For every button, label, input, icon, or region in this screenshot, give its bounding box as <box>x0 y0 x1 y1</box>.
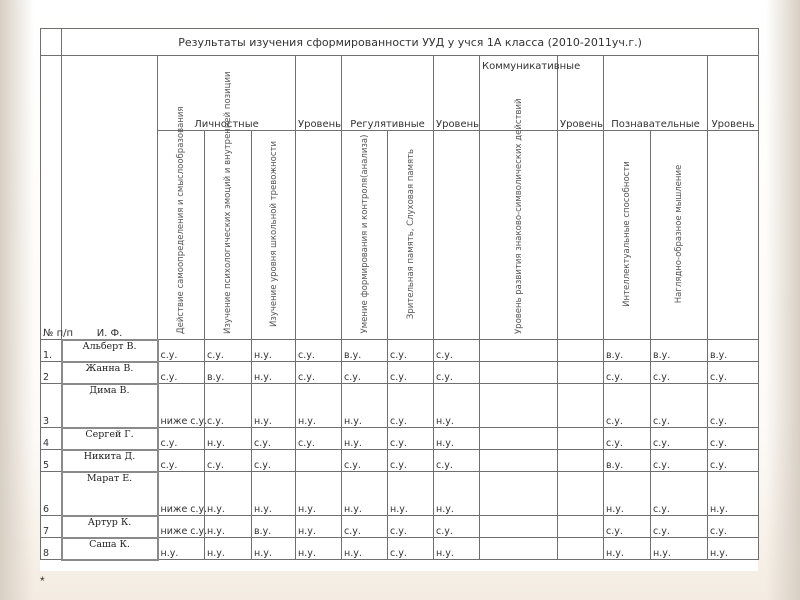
student-name: Альберт В. <box>62 340 158 362</box>
score-cell-k2: в.у. <box>651 340 708 362</box>
score-cell-k2: с.у. <box>651 516 708 538</box>
subheader-communicative-1: Уровень развития знаково-символических действий <box>480 131 558 340</box>
score-cell-rl: н.у. <box>434 472 480 516</box>
score-cell-cl <box>558 538 604 560</box>
score-cell-pl: с.у. <box>296 340 342 362</box>
score-cell-pl: с.у. <box>296 362 342 384</box>
score-cell-r1: с.у. <box>342 450 388 472</box>
score-cell-rl: н.у. <box>434 428 480 450</box>
level-header-communicative: Уровень <box>558 56 604 131</box>
score-cell-rl: с.у. <box>434 340 480 362</box>
score-cell-pl: н.у. <box>296 538 342 560</box>
score-cell-c1 <box>480 340 558 362</box>
subheader-personal-1: Действие самоопределения и смыслообразования <box>158 131 205 340</box>
subheader-level-personal <box>296 131 342 340</box>
score-cell-r2: с.у. <box>388 362 434 384</box>
score-cell-p1: ниже с.у. <box>158 384 205 428</box>
subheader-regulative-1: Умение формирования и контроля(анализа) <box>342 131 388 340</box>
score-cell-k2: с.у. <box>651 450 708 472</box>
score-cell-cl <box>558 450 604 472</box>
subheader-cognitive-2: Наглядно-образное мышление <box>651 131 708 340</box>
score-cell-r2: с.у. <box>388 428 434 450</box>
score-cell-p1: с.у. <box>158 340 205 362</box>
score-cell-r1: с.у. <box>342 516 388 538</box>
score-cell-kl: н.у. <box>708 472 759 516</box>
score-cell-c1 <box>480 384 558 428</box>
score-cell-rl: н.у. <box>434 538 480 560</box>
score-cell-c1 <box>480 538 558 560</box>
score-cell-c1 <box>480 516 558 538</box>
score-cell-kl: с.у. <box>708 516 759 538</box>
student-name: Сергей Г. <box>62 428 158 450</box>
score-cell-r1: н.у. <box>342 428 388 450</box>
table-corner <box>41 29 62 56</box>
subheader-regulative-2: Зрительная память, Слуховая память <box>388 131 434 340</box>
score-cell-rl: с.у. <box>434 362 480 384</box>
score-cell-p1: с.у. <box>158 362 205 384</box>
score-cell-r2: с.у. <box>388 516 434 538</box>
score-cell-cl <box>558 472 604 516</box>
score-cell-cl <box>558 516 604 538</box>
score-cell-p1: ниже с.у. <box>158 472 205 516</box>
score-cell-p2: н.у. <box>205 516 252 538</box>
score-cell-r1: в.у. <box>342 340 388 362</box>
group-regulative: Регулятивные <box>342 56 434 131</box>
table-row <box>41 472 759 516</box>
score-cell-c1 <box>480 450 558 472</box>
score-cell-p3: с.у. <box>252 428 296 450</box>
score-cell-k2: с.у. <box>651 362 708 384</box>
score-cell-pl: н.у. <box>296 384 342 428</box>
footnote-asterisk: * <box>40 574 45 588</box>
number-header: № п/п <box>41 56 62 340</box>
score-cell-r2: с.у. <box>388 450 434 472</box>
score-cell-kl: с.у. <box>708 362 759 384</box>
right-edge-shadow <box>766 0 800 600</box>
subheader-level-cognitive <box>708 131 759 340</box>
score-cell-p3: н.у. <box>252 362 296 384</box>
score-cell-c1 <box>480 472 558 516</box>
row-number: 1. <box>41 340 62 362</box>
score-cell-k1: с.у. <box>604 516 651 538</box>
row-number: 8 <box>41 538 62 560</box>
score-cell-k1: н.у. <box>604 472 651 516</box>
subheader-level-communicative <box>558 131 604 340</box>
score-cell-r1: н.у. <box>342 384 388 428</box>
score-cell-c1 <box>480 362 558 384</box>
score-cell-kl: с.у. <box>708 428 759 450</box>
level-header-regulative: Уровень <box>434 56 480 131</box>
score-cell-p3: н.у. <box>252 538 296 560</box>
table-row <box>41 450 759 472</box>
score-cell-kl: с.у. <box>708 450 759 472</box>
score-cell-p1: с.у. <box>158 450 205 472</box>
table-row <box>41 516 759 538</box>
score-cell-rl: с.у. <box>434 516 480 538</box>
score-cell-cl <box>558 384 604 428</box>
score-cell-rl: с.у. <box>434 450 480 472</box>
score-cell-kl: с.у. <box>708 384 759 428</box>
score-cell-k1: с.у. <box>604 384 651 428</box>
score-cell-pl <box>296 450 342 472</box>
row-number: 5 <box>41 450 62 472</box>
score-cell-p1: с.у. <box>158 428 205 450</box>
score-cell-k1: с.у. <box>604 362 651 384</box>
score-cell-kl: н.у. <box>708 538 759 560</box>
score-cell-r2: н.у. <box>388 472 434 516</box>
subheader-level-regulative <box>434 131 480 340</box>
score-cell-p3: н.у. <box>252 472 296 516</box>
student-name: Никита Д. <box>62 450 158 472</box>
name-header: И. Ф. <box>62 56 158 340</box>
subheader-personal-3: Изучение уровня школьной тревожности <box>252 131 296 340</box>
level-header-personal: Уровень <box>296 56 342 131</box>
score-cell-p2: с.у. <box>205 384 252 428</box>
score-cell-k2: н.у. <box>651 538 708 560</box>
score-cell-rl: н.у. <box>434 384 480 428</box>
score-cell-p1: н.у. <box>158 538 205 560</box>
score-cell-pl: н.у. <box>296 472 342 516</box>
score-cell-p2: в.у. <box>205 362 252 384</box>
score-cell-k1: с.у. <box>604 428 651 450</box>
score-cell-c1 <box>480 428 558 450</box>
score-cell-k1: н.у. <box>604 538 651 560</box>
score-cell-k2: с.у. <box>651 384 708 428</box>
score-cell-p2: с.у. <box>205 450 252 472</box>
score-cell-k1: в.у. <box>604 340 651 362</box>
row-number: 2 <box>41 362 62 384</box>
score-cell-cl <box>558 362 604 384</box>
score-cell-k2: с.у. <box>651 428 708 450</box>
score-cell-r2: с.у. <box>388 538 434 560</box>
score-cell-p2: н.у. <box>205 472 252 516</box>
left-edge-shadow <box>0 0 34 600</box>
table-row <box>41 384 759 428</box>
score-cell-k1: в.у. <box>604 450 651 472</box>
table-title: Результаты изучения сформированности УУД у учся 1А класса (2010-2011уч.г.) <box>62 29 759 56</box>
score-cell-p3: н.у. <box>252 340 296 362</box>
group-communicative: Коммуникативные <box>480 56 558 131</box>
group-cognitive: Познавательные <box>604 56 708 131</box>
level-header-cognitive: Уровень <box>708 56 759 131</box>
score-cell-r2: с.у. <box>388 384 434 428</box>
table-body <box>41 340 759 560</box>
score-cell-r1: н.у. <box>342 472 388 516</box>
student-name: Дима В. <box>62 384 158 428</box>
table-row <box>41 362 759 384</box>
subheader-cognitive-1: Интеллектуальные способности <box>604 131 651 340</box>
row-number: 3 <box>41 384 62 428</box>
score-cell-p3: н.у. <box>252 384 296 428</box>
student-name: Марат Е. <box>62 472 158 516</box>
score-cell-p2: с.у. <box>205 340 252 362</box>
table-row <box>41 428 759 450</box>
score-cell-r2: с.у. <box>388 340 434 362</box>
score-cell-p2: н.у. <box>205 538 252 560</box>
student-name: Жанна В. <box>62 362 158 384</box>
group-personal: Личностные <box>158 56 296 131</box>
table-row <box>41 538 759 560</box>
results-sheet <box>40 28 758 571</box>
score-cell-cl <box>558 428 604 450</box>
table-row <box>41 340 759 362</box>
score-cell-pl: н.у. <box>296 516 342 538</box>
score-cell-p3: в.у. <box>252 516 296 538</box>
score-cell-p3: с.у. <box>252 450 296 472</box>
score-cell-r1: с.у. <box>342 362 388 384</box>
row-number: 7 <box>41 516 62 538</box>
score-cell-r1: н.у. <box>342 538 388 560</box>
score-cell-pl: с.у. <box>296 428 342 450</box>
student-name: Артур К. <box>62 516 158 538</box>
score-cell-p1: ниже с.у. <box>158 516 205 538</box>
results-table <box>40 28 759 561</box>
subheader-personal-2: Изучение психологических эмоций и внутренней позиции <box>205 131 252 340</box>
row-number: 6 <box>41 472 62 516</box>
score-cell-k2: с.у. <box>651 472 708 516</box>
score-cell-cl <box>558 340 604 362</box>
score-cell-p2: н.у. <box>205 428 252 450</box>
student-name: Саша К. <box>62 538 158 560</box>
score-cell-kl: в.у. <box>708 340 759 362</box>
row-number: 4 <box>41 428 62 450</box>
